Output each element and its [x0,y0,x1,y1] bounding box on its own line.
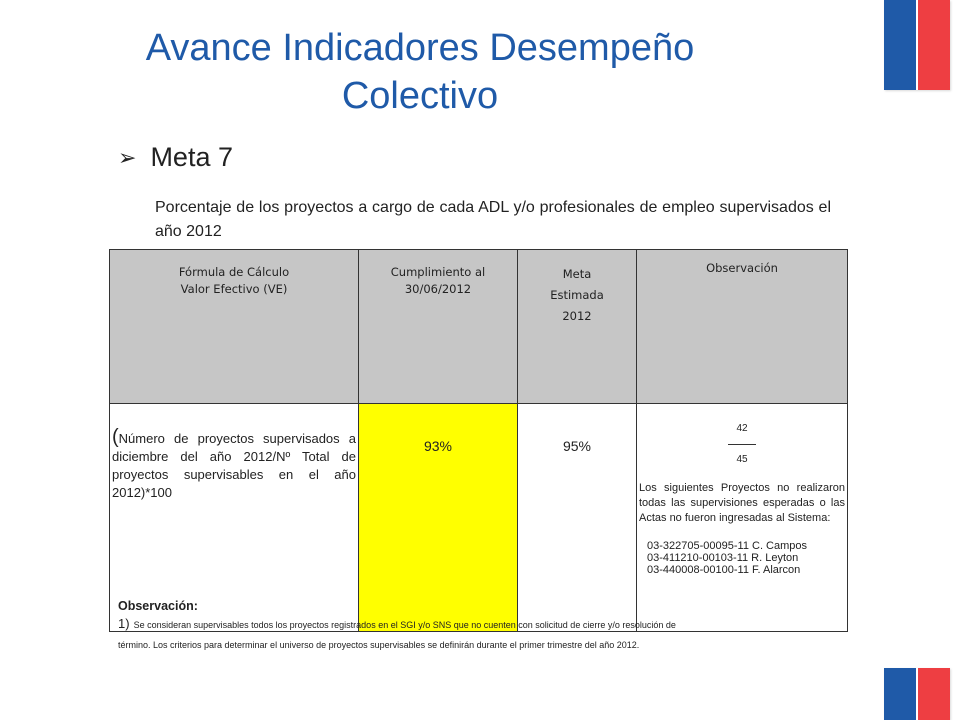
header-formula: Fórmula de Cálculo Valor Efectivo (VE) [110,250,359,404]
chile-flag-top [884,0,950,90]
cumplimiento-value: 93% [423,438,453,454]
arrow-bullet-icon: ➢ [118,144,137,170]
footer-label: Observación: [118,599,198,613]
meta-description: Porcentaje de los proyectos a cargo de cada ADL y/o profesionales de empleo supervisados el año 2012 [155,199,831,240]
formula-text: Número de proyectos supervisados a diciembre del año 2012/Nº Total de proyectos supervisables en el año 2012)*100 [112,431,356,500]
footer-note [118,614,818,655]
formula-cell [110,404,359,632]
table-row [110,404,848,632]
indicator-table [109,249,848,632]
header-cumplimiento: Cumplimiento al 30/06/2012 [359,250,518,404]
meta-value: 95% [562,438,592,454]
fraction-bar [728,444,756,445]
list-item: 03-440008-00100-11 F. Alarcon [647,564,801,576]
cumplimiento-cell [359,404,518,632]
project-id-list [637,526,847,576]
meta-cell [518,404,637,632]
title-line-2: Colectivo [341,75,499,117]
meta-heading-text: Meta 7 [150,142,233,172]
observacion-cell [637,404,848,632]
chile-flag-bottom [884,668,950,720]
table-header-row [110,250,848,404]
meta-heading [118,142,233,173]
fraction-denominator: 45 [736,454,748,465]
footer-number: 1) [118,616,130,631]
formula-lead: ( [112,426,119,448]
header-observacion: Observación [637,250,848,404]
page-title [120,24,720,120]
footer-line-2: término. Los criterios para determinar el universo de proyectos supervisables se definirán durante el primer trimestre del año 2012. [118,640,640,650]
list-item: 03-322705-00095-11 C. Campos [647,540,808,552]
list-item: 03-411210-00103-11 R. Leyton [647,552,799,564]
fraction [637,404,847,467]
footer-line-1: Se consideran supervisables todos los proyectos registrados en el SGI y/o SNS que no cuenten con solicitud de cierre y/o resolución de [133,620,676,630]
header-meta: Meta Estimada 2012 [518,250,637,404]
fraction-numerator: 42 [736,423,748,434]
observacion-text: Los siguientes Proyectos no realizaron todas las supervisiones esperadas o las Actas no fueron ingresadas al Sistema: [639,482,845,524]
title-line-1: Avance Indicadores Desempeño [145,27,695,69]
